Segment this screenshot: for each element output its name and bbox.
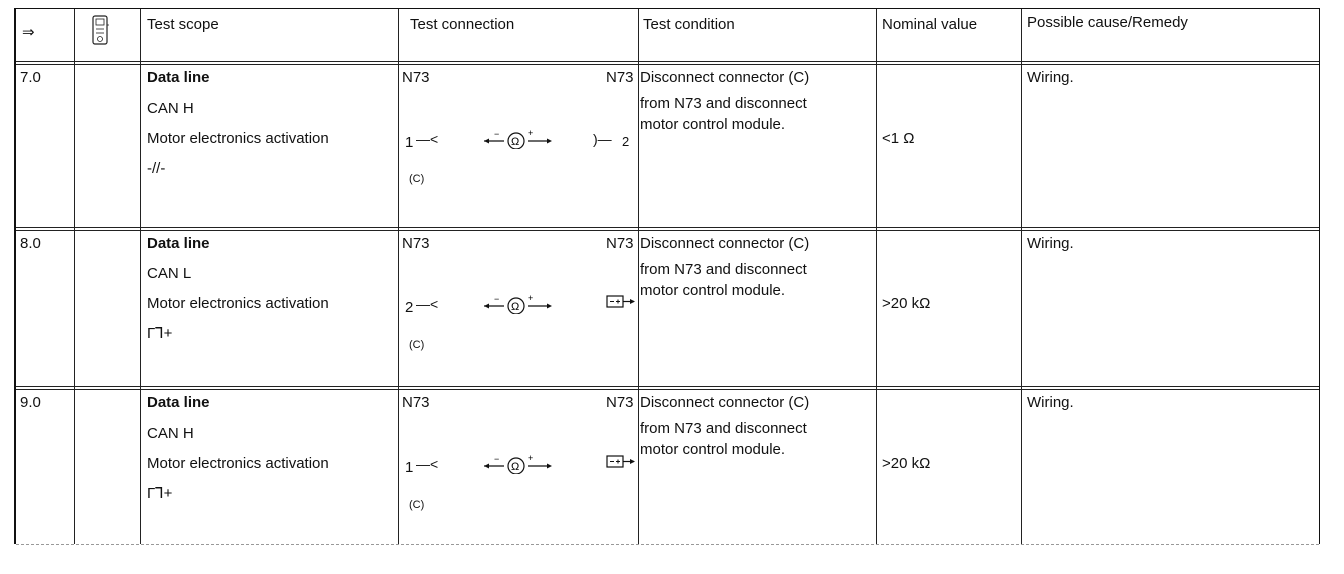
pin-right: 2 — [622, 134, 630, 149]
remedy: Wiring. — [1027, 235, 1074, 252]
scope-line: CAN H — [147, 425, 194, 442]
nominal-value: <1 Ω — [882, 130, 915, 147]
scope-symbol: Γ⅂+ — [147, 325, 173, 342]
grid-line — [876, 9, 877, 544]
scope-title: Data line — [147, 69, 210, 86]
svg-text:−: − — [494, 294, 500, 304]
connector-left-icon: —< — [416, 296, 439, 312]
scope-line: CAN H — [147, 100, 194, 117]
pin-left: 1 — [405, 459, 414, 476]
table-bottom-edge — [16, 544, 1319, 545]
conn-right-label: N73 — [606, 235, 634, 252]
condition-line: Disconnect connector (C) — [640, 69, 810, 86]
remedy: Wiring. — [1027, 69, 1074, 86]
condition-line: motor control module. — [640, 282, 786, 299]
scope-desc: Motor electronics activation — [147, 455, 329, 472]
svg-text:+: + — [528, 454, 534, 463]
grid-line — [140, 9, 141, 544]
conn-right-label: N73 — [606, 69, 634, 86]
ohmmeter-icon — [482, 129, 554, 152]
test-table — [14, 8, 1320, 544]
header-arrow: ⇒ — [22, 24, 35, 41]
condition-line: motor control module. — [640, 116, 786, 133]
ground-battery-icon — [606, 453, 636, 474]
grid-line — [1021, 9, 1022, 544]
step-number: 9.0 — [20, 394, 41, 411]
connector-label: (C) — [409, 499, 425, 511]
svg-text:Ω: Ω — [511, 301, 520, 313]
connector-left-icon: —< — [416, 131, 439, 147]
ground-battery-icon — [606, 293, 636, 314]
remedy: Wiring. — [1027, 394, 1074, 411]
conn-left-label: N73 — [402, 69, 430, 86]
step-number: 8.0 — [20, 235, 41, 252]
row-divider — [16, 386, 1319, 390]
svg-text:−: − — [494, 454, 500, 464]
header-nominal-value: Nominal value — [882, 16, 978, 33]
row-divider — [16, 227, 1319, 231]
conn-left-label: N73 — [402, 235, 430, 252]
connector-left-icon: —< — [416, 456, 439, 472]
step-number: 7.0 — [20, 69, 41, 86]
svg-text:Ω: Ω — [511, 461, 520, 473]
header-possible-cause: Possible cause/Remedy — [1027, 14, 1188, 31]
pin-left: 2 — [405, 299, 414, 316]
scope-title: Data line — [147, 394, 210, 411]
pin-left: 1 — [405, 134, 414, 151]
grid-line — [638, 9, 639, 544]
connector-label: (C) — [409, 173, 425, 185]
svg-text:Ω: Ω — [511, 136, 520, 148]
condition-line: from N73 and disconnect — [640, 95, 807, 112]
conn-right-label: N73 — [606, 394, 634, 411]
scope-symbol: -//- — [147, 160, 166, 177]
ohmmeter-icon — [482, 294, 554, 317]
svg-text:+: + — [528, 129, 534, 138]
connector-right-icon: )— — [593, 131, 612, 147]
connector-label: (C) — [409, 339, 425, 351]
svg-text:+: + — [528, 294, 534, 303]
scope-title: Data line — [147, 235, 210, 252]
grid-line — [74, 9, 75, 544]
condition-line: motor control module. — [640, 441, 786, 458]
condition-line: Disconnect connector (C) — [640, 394, 810, 411]
header-test-condition: Test condition — [643, 16, 735, 33]
condition-line: Disconnect connector (C) — [640, 235, 810, 252]
header-test-scope: Test scope — [147, 16, 219, 33]
header-divider — [16, 61, 1319, 65]
grid-line — [398, 9, 399, 544]
condition-line: from N73 and disconnect — [640, 420, 807, 437]
scope-line: CAN L — [147, 265, 192, 282]
condition-line: from N73 and disconnect — [640, 261, 807, 278]
tester-icon — [92, 15, 110, 47]
svg-text:−: − — [494, 129, 500, 139]
scope-desc: Motor electronics activation — [147, 130, 329, 147]
conn-left-label: N73 — [402, 394, 430, 411]
ohmmeter-icon — [482, 454, 554, 477]
scope-symbol: Γ⅂+ — [147, 485, 173, 502]
nominal-value: >20 kΩ — [882, 455, 931, 472]
scope-desc: Motor electronics activation — [147, 295, 329, 312]
nominal-value: >20 kΩ — [882, 295, 931, 312]
header-test-connection: Test connection — [410, 16, 515, 33]
